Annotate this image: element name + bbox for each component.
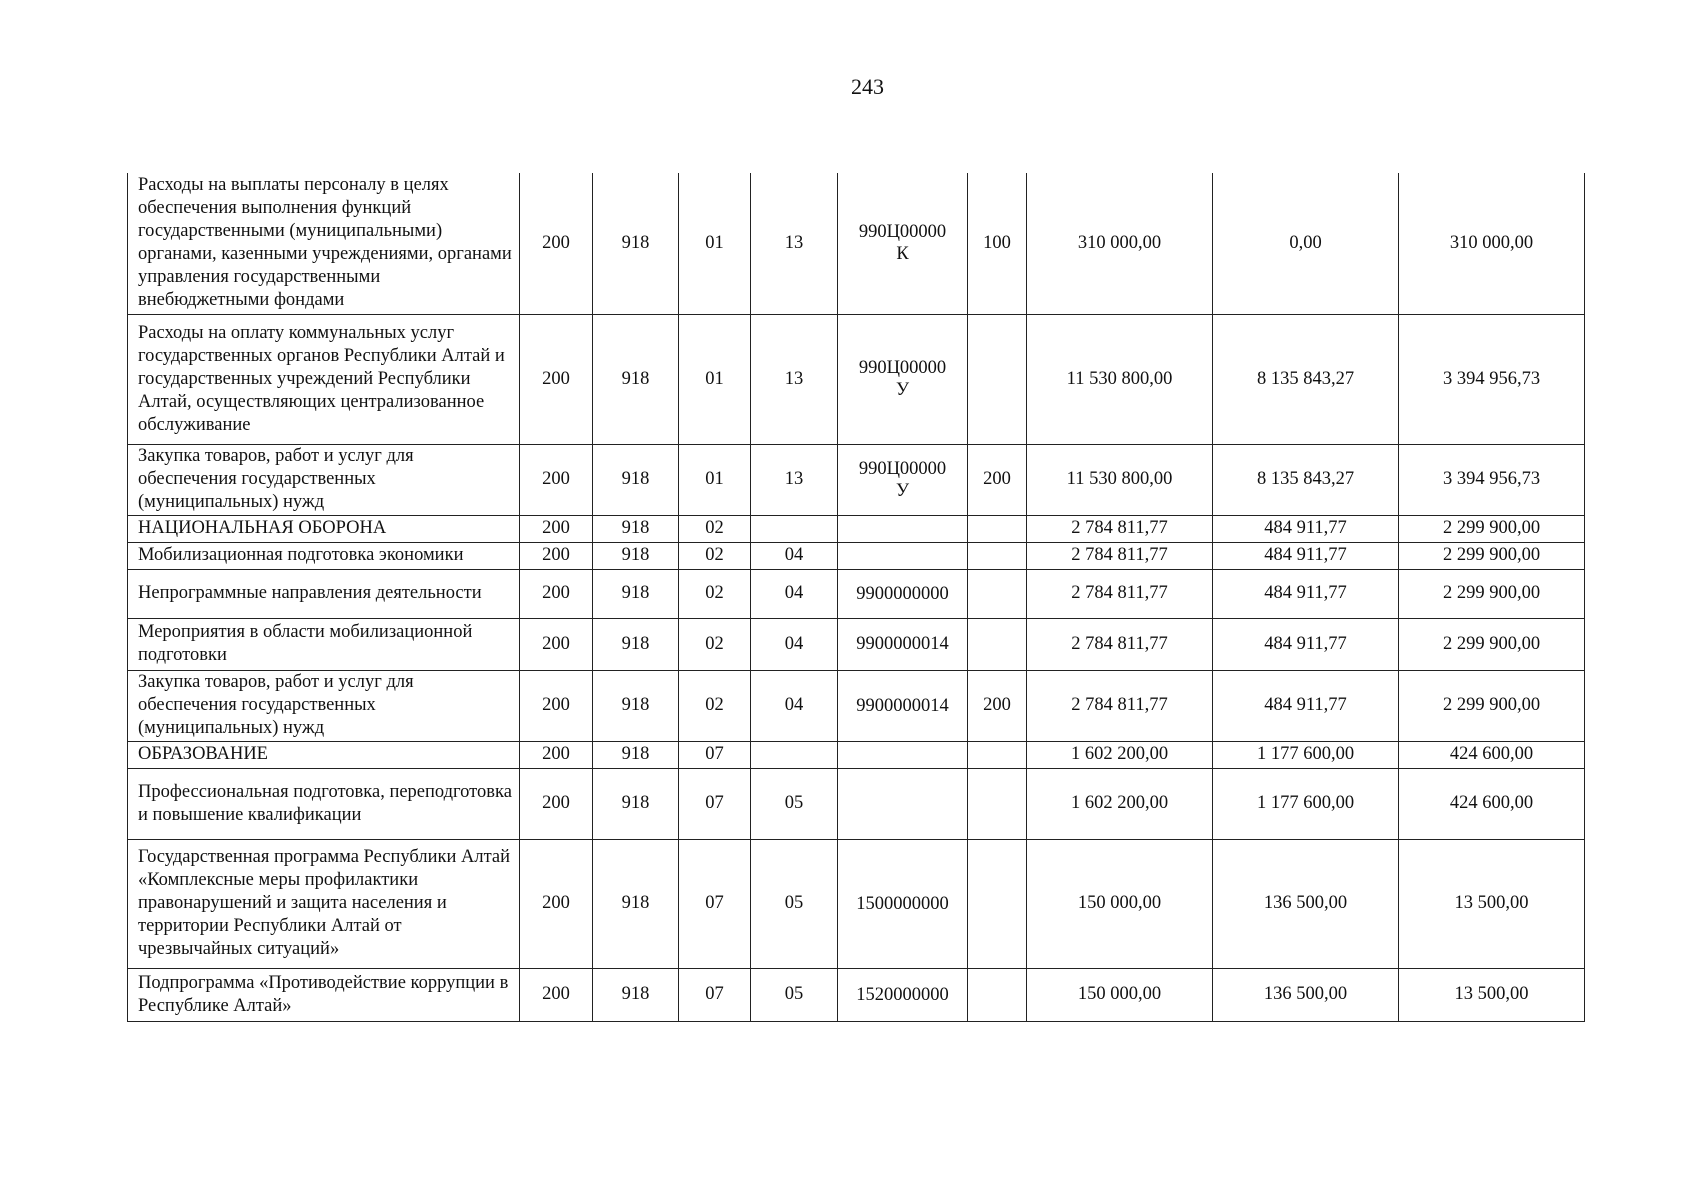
department-code-cell: 918 <box>593 968 679 1021</box>
target-article-cell <box>838 741 968 768</box>
subsection-code-cell: 04 <box>751 542 838 569</box>
remaining-amount-cell: 2 299 900,00 <box>1399 515 1585 542</box>
table-row <box>128 968 1585 1021</box>
department-code-cell: 918 <box>593 670 679 741</box>
remaining-amount-cell: 3 394 956,73 <box>1399 444 1585 515</box>
approved-amount-cell: 2 784 811,77 <box>1027 515 1213 542</box>
remaining-amount-cell: 2 299 900,00 <box>1399 542 1585 569</box>
approved-amount-cell: 150 000,00 <box>1027 839 1213 968</box>
section-code-cell: 200 <box>520 515 593 542</box>
approved-amount-cell: 11 530 800,00 <box>1027 444 1213 515</box>
expense-type-cell <box>968 768 1027 839</box>
executed-amount-cell: 136 500,00 <box>1213 968 1399 1021</box>
approved-amount-cell: 1 602 200,00 <box>1027 768 1213 839</box>
subsection-code-cell: 05 <box>751 968 838 1021</box>
expense-type-cell <box>968 569 1027 618</box>
section-code-cell: 200 <box>520 670 593 741</box>
approved-amount-cell: 2 784 811,77 <box>1027 670 1213 741</box>
chapter-code-cell: 07 <box>679 741 751 768</box>
budget-table <box>127 173 1585 1022</box>
executed-amount-cell: 8 135 843,27 <box>1213 314 1399 444</box>
subsection-code-cell: 13 <box>751 173 838 314</box>
table-row <box>128 839 1585 968</box>
subsection-code-cell: 13 <box>751 314 838 444</box>
expense-name-cell: Закупка товаров, работ и услуг для обеспечения государственных (муниципальных) нужд <box>128 444 520 515</box>
approved-amount-cell: 2 784 811,77 <box>1027 569 1213 618</box>
chapter-code-cell: 01 <box>679 314 751 444</box>
target-article-cell: 1520000000 <box>838 968 968 1021</box>
section-code-cell: 200 <box>520 618 593 670</box>
department-code-cell: 918 <box>593 618 679 670</box>
department-code-cell: 918 <box>593 314 679 444</box>
expense-name-cell: ОБРАЗОВАНИЕ <box>128 741 520 768</box>
executed-amount-cell: 484 911,77 <box>1213 618 1399 670</box>
table-row <box>128 173 1585 314</box>
subsection-code-cell: 04 <box>751 569 838 618</box>
table-row <box>128 618 1585 670</box>
expense-type-cell <box>968 839 1027 968</box>
subsection-code-cell: 04 <box>751 618 838 670</box>
chapter-code-cell: 02 <box>679 515 751 542</box>
remaining-amount-cell: 424 600,00 <box>1399 768 1585 839</box>
executed-amount-cell: 484 911,77 <box>1213 542 1399 569</box>
department-code-cell: 918 <box>593 741 679 768</box>
approved-amount-cell: 1 602 200,00 <box>1027 741 1213 768</box>
remaining-amount-cell: 2 299 900,00 <box>1399 569 1585 618</box>
expense-type-cell: 200 <box>968 670 1027 741</box>
expense-type-cell <box>968 968 1027 1021</box>
executed-amount-cell: 484 911,77 <box>1213 670 1399 741</box>
subsection-code-cell: 05 <box>751 839 838 968</box>
target-article-cell: 9900000014 <box>838 670 968 741</box>
remaining-amount-cell: 2 299 900,00 <box>1399 670 1585 741</box>
chapter-code-cell: 07 <box>679 839 751 968</box>
expense-name-cell: Непрограммные направления деятельности <box>128 569 520 618</box>
department-code-cell: 918 <box>593 542 679 569</box>
subsection-code-cell <box>751 741 838 768</box>
section-code-cell: 200 <box>520 741 593 768</box>
target-article-cell: 990Ц00000 К <box>838 173 968 314</box>
table-row <box>128 314 1585 444</box>
expense-type-cell <box>968 314 1027 444</box>
section-code-cell: 200 <box>520 173 593 314</box>
executed-amount-cell: 0,00 <box>1213 173 1399 314</box>
table-row <box>128 768 1585 839</box>
target-article-cell <box>838 768 968 839</box>
department-code-cell: 918 <box>593 515 679 542</box>
target-article-cell: 990Ц00000 У <box>838 314 968 444</box>
subsection-code-cell <box>751 515 838 542</box>
executed-amount-cell: 484 911,77 <box>1213 569 1399 618</box>
remaining-amount-cell: 13 500,00 <box>1399 968 1585 1021</box>
department-code-cell: 918 <box>593 839 679 968</box>
expense-name-cell: Подпрограмма «Противодействие коррупции в Республике Алтай» <box>128 968 520 1021</box>
expense-name-cell: Расходы на выплаты персоналу в целях обеспечения выполнения функций государственными (муниципальными) органами, казенными учреждениями, органами управления государственными внебюджетными фондами <box>128 173 520 314</box>
subsection-code-cell: 05 <box>751 768 838 839</box>
approved-amount-cell: 150 000,00 <box>1027 968 1213 1021</box>
expense-name-cell: Мероприятия в области мобилизационной подготовки <box>128 618 520 670</box>
page-number: 243 <box>851 74 884 99</box>
department-code-cell: 918 <box>593 569 679 618</box>
target-article-cell <box>838 542 968 569</box>
section-code-cell: 200 <box>520 569 593 618</box>
remaining-amount-cell: 13 500,00 <box>1399 839 1585 968</box>
remaining-amount-cell: 424 600,00 <box>1399 741 1585 768</box>
expense-type-cell <box>968 515 1027 542</box>
chapter-code-cell: 07 <box>679 968 751 1021</box>
section-code-cell: 200 <box>520 968 593 1021</box>
remaining-amount-cell: 3 394 956,73 <box>1399 314 1585 444</box>
target-article-cell: 990Ц00000 У <box>838 444 968 515</box>
target-article-cell <box>838 515 968 542</box>
approved-amount-cell: 11 530 800,00 <box>1027 314 1213 444</box>
table-row <box>128 444 1585 515</box>
department-code-cell: 918 <box>593 768 679 839</box>
subsection-code-cell: 04 <box>751 670 838 741</box>
target-article-cell: 1500000000 <box>838 839 968 968</box>
remaining-amount-cell: 310 000,00 <box>1399 173 1585 314</box>
approved-amount-cell: 310 000,00 <box>1027 173 1213 314</box>
expense-name-cell: Мобилизационная подготовка экономики <box>128 542 520 569</box>
expense-name-cell: Расходы на оплату коммунальных услуг государственных органов Республики Алтай и государственных учреждений Республики Алтай, осуществляющих централизованное обслуживание <box>128 314 520 444</box>
section-code-cell: 200 <box>520 768 593 839</box>
expense-type-cell <box>968 618 1027 670</box>
executed-amount-cell: 484 911,77 <box>1213 515 1399 542</box>
target-article-cell: 9900000000 <box>838 569 968 618</box>
expense-type-cell <box>968 542 1027 569</box>
expense-name-cell: Закупка товаров, работ и услуг для обеспечения государственных (муниципальных) нужд <box>128 670 520 741</box>
section-code-cell: 200 <box>520 314 593 444</box>
chapter-code-cell: 02 <box>679 618 751 670</box>
remaining-amount-cell: 2 299 900,00 <box>1399 618 1585 670</box>
chapter-code-cell: 01 <box>679 173 751 314</box>
expense-name-cell: НАЦИОНАЛЬНАЯ ОБОРОНА <box>128 515 520 542</box>
chapter-code-cell: 07 <box>679 768 751 839</box>
executed-amount-cell: 8 135 843,27 <box>1213 444 1399 515</box>
chapter-code-cell: 02 <box>679 670 751 741</box>
target-article-cell: 9900000014 <box>838 618 968 670</box>
section-code-cell: 200 <box>520 444 593 515</box>
table-row <box>128 515 1585 542</box>
section-code-cell: 200 <box>520 839 593 968</box>
table-row <box>128 542 1585 569</box>
subsection-code-cell: 13 <box>751 444 838 515</box>
executed-amount-cell: 1 177 600,00 <box>1213 741 1399 768</box>
approved-amount-cell: 2 784 811,77 <box>1027 542 1213 569</box>
section-code-cell: 200 <box>520 542 593 569</box>
expense-type-cell: 100 <box>968 173 1027 314</box>
table-row <box>128 569 1585 618</box>
expense-type-cell: 200 <box>968 444 1027 515</box>
table-row <box>128 741 1585 768</box>
approved-amount-cell: 2 784 811,77 <box>1027 618 1213 670</box>
expense-type-cell <box>968 741 1027 768</box>
table-row <box>128 670 1585 741</box>
executed-amount-cell: 1 177 600,00 <box>1213 768 1399 839</box>
expense-name-cell: Профессиональная подготовка, переподготовка и повышение квалификации <box>128 768 520 839</box>
department-code-cell: 918 <box>593 444 679 515</box>
chapter-code-cell: 02 <box>679 569 751 618</box>
chapter-code-cell: 01 <box>679 444 751 515</box>
chapter-code-cell: 02 <box>679 542 751 569</box>
executed-amount-cell: 136 500,00 <box>1213 839 1399 968</box>
expense-name-cell: Государственная программа Республики Алтай «Комплексные меры профилактики правонарушений и защита населения и территории Республики Алтай от чрезвычайных ситуаций» <box>128 839 520 968</box>
department-code-cell: 918 <box>593 173 679 314</box>
